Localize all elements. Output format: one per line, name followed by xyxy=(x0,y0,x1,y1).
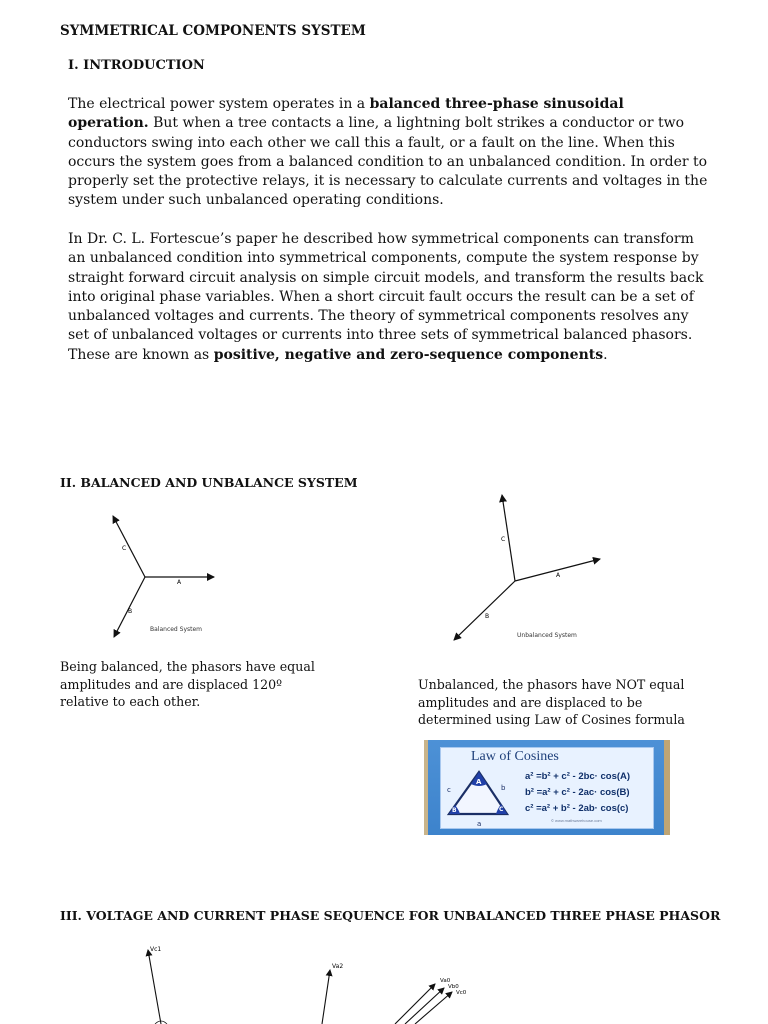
unbalanced-phasor-diagram xyxy=(445,490,615,650)
balanced-description: Being balanced, the phasors have equal amplitudes and are displaced 120º relative to each other. xyxy=(60,659,315,709)
section-heading-introduction: I. INTRODUCTION xyxy=(68,58,205,73)
unbalanced-label-b: B xyxy=(485,613,490,620)
triangle-label-side-c: c xyxy=(447,786,451,794)
para2-text-a: In Dr. C. L. Fortescue’s paper he described how symmetrical components can transform an unbalanced condition into symmetrical components, compute the system response by straight forward circuit analysis on simple circuit models, and transform the results back into original phase variables. When a short circuit fault occurs the result can be a set of unbalanced voltages and currents. The theory of symmetrical components resolves any set of unbalanced voltages or currents into three sets of symmetrical balanced phasors. These are known as xyxy=(68,231,704,363)
balanced-label-b: B xyxy=(128,608,133,615)
document-title: SYMMETRICAL COMPONENTS SYSTEM xyxy=(60,23,366,39)
unbalanced-system-caption: Unbalanced System xyxy=(517,632,577,639)
law-of-cosines-image xyxy=(424,740,670,835)
law-of-cosines-board xyxy=(440,747,654,829)
formula-a: a² =b² + c² - 2bc· cos(A) xyxy=(525,771,631,782)
phase-sequence-diagram xyxy=(130,940,490,1024)
phasor-va2 xyxy=(322,970,330,1024)
section-heading-balanced-unbalanced: II. BALANCED AND UNBALANCE SYSTEM xyxy=(60,475,358,490)
para1-text-c: But when a tree contacts a line, a lightning bolt strikes a conductor or two conductors swing into each other we call this a fault, or a fault on the line. When this occurs the system goes from a balanced condition to an unbalanced condition. In order to properly set the protective relays, it is necessary to calculate currents and voltages in the system under such unbalanced operating conditions. xyxy=(68,115,708,209)
label-va2: Va2 xyxy=(332,963,344,970)
phasor-vc0 xyxy=(415,992,452,1024)
balanced-phasor-b xyxy=(114,577,145,637)
formula-c: c² =a² + b² - 2ab· cos(c) xyxy=(525,803,629,814)
triangle-label-angle-a: A xyxy=(476,778,482,786)
formula-b: b² =a² + c² - 2ac· cos(B) xyxy=(525,787,630,798)
triangle-label-side-a: a xyxy=(477,820,482,828)
balanced-phasor-diagram xyxy=(100,505,230,645)
section-heading-phase-sequence: III. VOLTAGE AND CURRENT PHASE SEQUENCE FOR UNBALANCED THREE PHASE PHASOR xyxy=(60,908,721,923)
intro-paragraph-2 xyxy=(68,230,708,365)
unbalanced-description: Unbalanced, the phasors have NOT equal amplitudes and are displaced to be determined using Law of Cosines formula xyxy=(418,677,685,727)
unbalanced-phasor-b xyxy=(454,581,515,640)
para2-bold: positive, negative and zero-sequence components xyxy=(213,346,604,363)
balanced-system-caption: Balanced System xyxy=(150,626,203,633)
unbalanced-label-c: C xyxy=(501,536,506,543)
triangle-diagram xyxy=(441,764,521,828)
para1-text-a: The electrical power system operates in a xyxy=(68,96,370,112)
image-credit: © www.mathwarehouse.com xyxy=(551,818,602,823)
triangle-label-side-b: b xyxy=(501,784,506,792)
balanced-label-a: A xyxy=(177,579,182,586)
para2-text-c: . xyxy=(603,346,608,363)
balanced-phasor-c xyxy=(113,516,145,577)
triangle-label-angle-c: C xyxy=(499,806,504,813)
intro-paragraph-1 xyxy=(68,95,708,211)
law-of-cosines-title: Law of Cosines xyxy=(471,749,559,764)
phasor-vc1 xyxy=(148,950,161,1024)
balanced-label-c: C xyxy=(122,545,127,552)
phasor-vb0 xyxy=(405,988,444,1024)
triangle-label-angle-b: B xyxy=(452,807,457,814)
para1-bold: balanced three-phase sinusoidal operation. xyxy=(68,96,624,132)
unbalanced-label-a: A xyxy=(556,572,561,579)
phasor-va0 xyxy=(395,984,435,1024)
label-vb0: Vb0 xyxy=(448,984,459,990)
label-vc0: Vc0 xyxy=(456,990,467,996)
label-vc1: Vc1 xyxy=(150,946,162,953)
label-va0: Va0 xyxy=(440,978,451,984)
